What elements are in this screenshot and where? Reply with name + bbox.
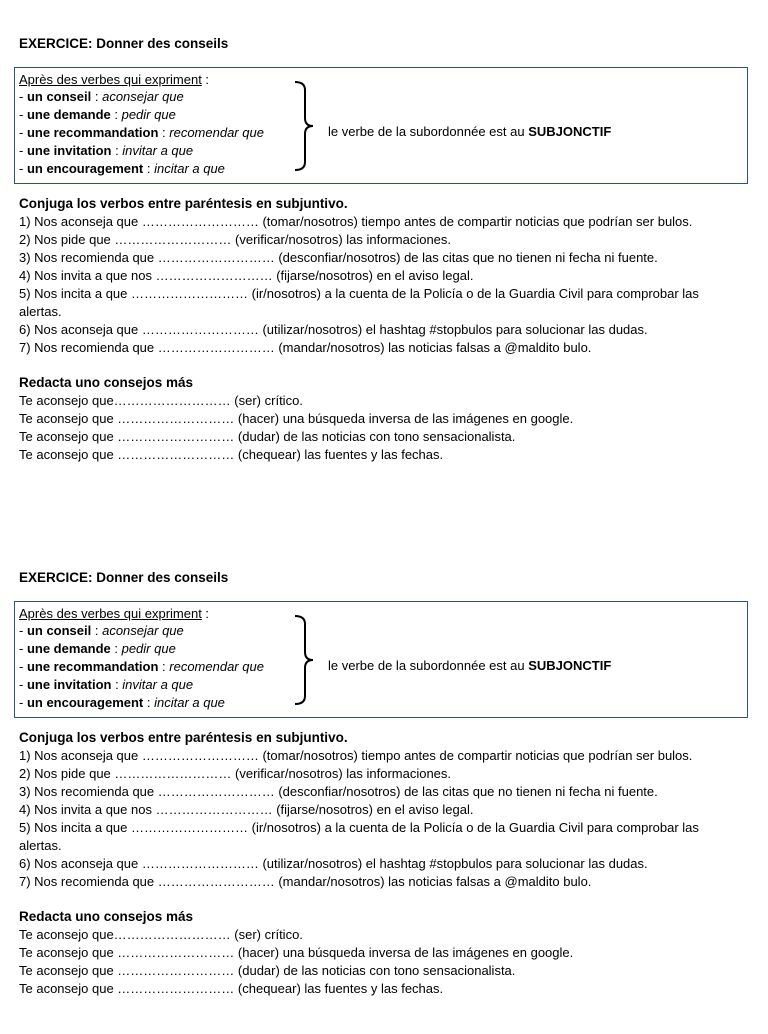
advice-line: Te aconsejo que ……………………… (hacer) una búsqueda inversa de las imágenes en google.	[19, 945, 574, 960]
exercise-line: 7) Nos recomienda que ……………………… (mandar/nosotros) las noticias falsas a @maldito bulo.	[19, 874, 592, 889]
exercise-line: 5) Nos incita a que ……………………… (ir/nosotros) a la cuenta de la Policía o de la Guardia Civil para comprobar las	[19, 286, 699, 301]
advice-line: Te aconsejo que ……………………… (chequear) las fuentes y las fechas.	[19, 981, 444, 996]
advice-line: Te aconsejo que ……………………… (dudar) de las noticias con tono sensacionalista.	[19, 963, 516, 978]
exercise-line: 3) Nos recomienda que ……………………… (desconfiar/nosotros) de las citas que no tienen ni fecha ni fuente.	[19, 250, 658, 265]
exercise-line: 7) Nos recomienda que ……………………… (mandar/nosotros) las noticias falsas a @maldito bulo.	[19, 340, 592, 355]
box-intro: Après des verbes qui expriment :	[19, 606, 210, 621]
box-item: - un conseil : aconsejar que	[19, 623, 184, 638]
exercise-line: 1) Nos aconseja que ……………………… (tomar/nosotros) tiempo antes de compartir noticias que podrían ser bulos.	[19, 748, 693, 763]
redacta-heading: Redacta uno consejos más	[19, 375, 194, 390]
exercise-line: 2) Nos pide que ……………………… (verificar/nosotros) las informaciones.	[19, 232, 452, 247]
exercise-line: 5) Nos incita a que ……………………… (ir/nosotros) a la cuenta de la Policía o de la Guardia Civil para comprobar las	[19, 820, 699, 835]
box-item: - une invitation : invitar a que	[19, 677, 194, 692]
box-item: - une recommandation : recomendar que	[19, 125, 264, 140]
box-item: - un conseil : aconsejar que	[19, 89, 184, 104]
rule-box	[14, 601, 748, 718]
page-title: EXERCICE: Donner des conseils	[19, 570, 229, 585]
exercise-line: 4) Nos invita a que nos ……………………… (fijarse/nosotros) en el aviso legal.	[19, 802, 474, 817]
exercise-line: 6) Nos aconseja que ……………………… (utilizar/nosotros) el hashtag #stopbulos para solucionar las dudas.	[19, 322, 648, 337]
advice-line: Te aconsejo que……………………… (ser) crítico.	[19, 393, 303, 408]
exercise-line: alertas.	[19, 304, 62, 319]
redacta-heading: Redacta uno consejos más	[19, 909, 194, 924]
advice-line: Te aconsejo que ……………………… (hacer) una búsqueda inversa de las imágenes en google.	[19, 411, 574, 426]
box-item: - une demande : pedir que	[19, 641, 176, 656]
box-intro: Après des verbes qui expriment :	[19, 72, 210, 87]
conjuga-heading: Conjuga los verbos entre paréntesis en subjuntivo.	[19, 730, 348, 745]
rule-text: le verbe de la subordonnée est au SUBJONCTIF	[328, 124, 612, 139]
exercise-line: 6) Nos aconseja que ……………………… (utilizar/nosotros) el hashtag #stopbulos para solucionar las dudas.	[19, 856, 648, 871]
worksheet-copy-1	[0, 0, 768, 500]
exercise-line: 1) Nos aconseja que ……………………… (tomar/nosotros) tiempo antes de compartir noticias que podrían ser bulos.	[19, 214, 693, 229]
box-item: - un encouragement : incitar a que	[19, 161, 225, 176]
box-item: - une demande : pedir que	[19, 107, 176, 122]
curly-brace-icon	[293, 614, 315, 706]
box-item: - une invitation : invitar a que	[19, 143, 194, 158]
page-title: EXERCICE: Donner des conseils	[19, 36, 229, 51]
curly-brace-icon	[293, 80, 315, 172]
rule-text: le verbe de la subordonnée est au SUBJONCTIF	[328, 658, 612, 673]
box-item: - un encouragement : incitar a que	[19, 695, 225, 710]
exercise-line: alertas.	[19, 838, 62, 853]
box-item: - une recommandation : recomendar que	[19, 659, 264, 674]
exercise-line: 4) Nos invita a que nos ……………………… (fijarse/nosotros) en el aviso legal.	[19, 268, 474, 283]
worksheet-copy-2	[0, 534, 768, 1034]
rule-box	[14, 67, 748, 184]
advice-line: Te aconsejo que……………………… (ser) crítico.	[19, 927, 303, 942]
conjuga-heading: Conjuga los verbos entre paréntesis en subjuntivo.	[19, 196, 348, 211]
advice-line: Te aconsejo que ……………………… (dudar) de las noticias con tono sensacionalista.	[19, 429, 516, 444]
exercise-line: 2) Nos pide que ……………………… (verificar/nosotros) las informaciones.	[19, 766, 452, 781]
exercise-line: 3) Nos recomienda que ……………………… (desconfiar/nosotros) de las citas que no tienen ni fecha ni fuente.	[19, 784, 658, 799]
advice-line: Te aconsejo que ……………………… (chequear) las fuentes y las fechas.	[19, 447, 444, 462]
